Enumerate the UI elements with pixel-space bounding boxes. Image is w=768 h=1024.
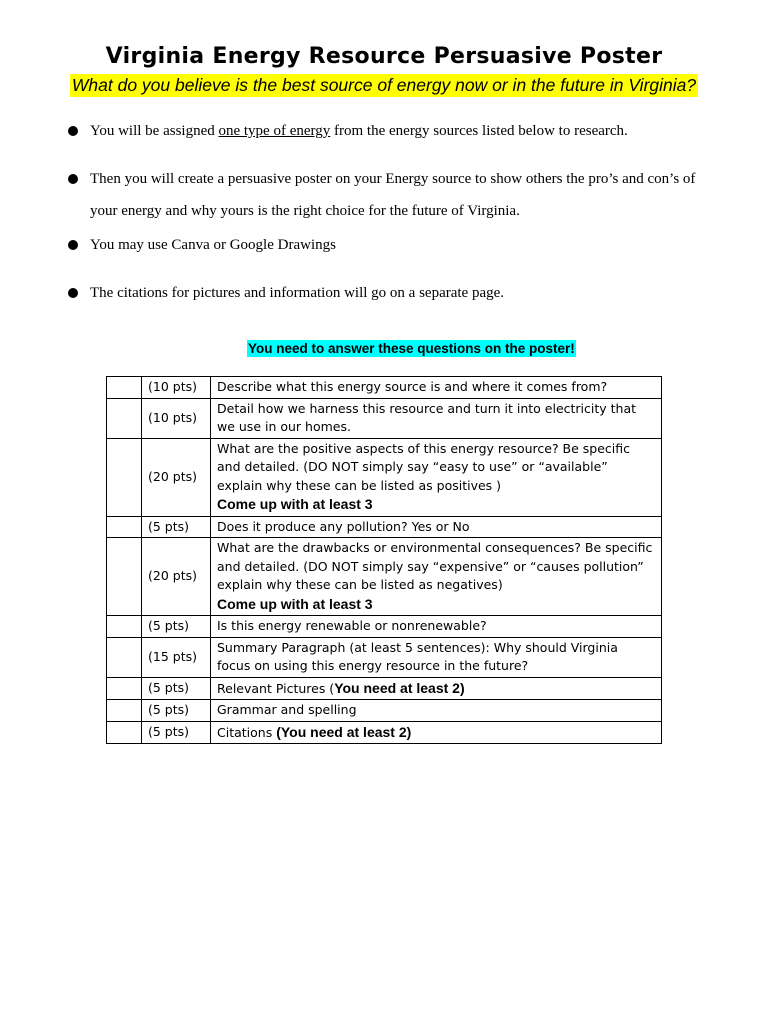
description-text: Is this energy renewable or nonrenewable? [217, 618, 487, 633]
description-cell [211, 616, 662, 638]
description-emphasis: You need at least 2) [334, 679, 465, 696]
description-cell [211, 721, 662, 744]
checkbox-cell [107, 677, 142, 700]
table-row [107, 721, 662, 744]
points-cell: (10 pts) [142, 377, 211, 399]
checkbox-cell [107, 377, 142, 399]
description-cell [211, 377, 662, 399]
description-emphasis: (You need at least 2) [276, 723, 412, 740]
bullet-icon [68, 126, 78, 136]
instruction-text: You may use Canva or Google Drawings [90, 237, 336, 253]
checkbox-cell [107, 637, 142, 677]
description-text: Grammar and spelling [217, 702, 357, 717]
table-row [107, 616, 662, 638]
checkbox-cell [107, 538, 142, 616]
points-cell: (5 pts) [142, 516, 211, 538]
points-cell: (5 pts) [142, 616, 211, 638]
table-row [107, 538, 662, 616]
description-text: Does it produce any pollution? Yes or No [217, 518, 470, 534]
description-cell [211, 438, 662, 516]
instruction-item [68, 115, 718, 147]
points-cell: (10 pts) [142, 398, 211, 438]
instruction-item [68, 163, 718, 227]
description-text: What are the drawbacks or environmental consequences? Be specific and detailed. (DO NOT simply say “expensive” or “causes pollution” explain why these can be listed as negatives) [217, 540, 653, 592]
bullet-icon [68, 174, 78, 184]
description-emphasis: Come up with at least 3 [217, 595, 373, 612]
table-row [107, 516, 662, 538]
description-cell [211, 398, 662, 438]
checkbox-cell [107, 438, 142, 516]
instructions-list [68, 115, 718, 309]
table-row [107, 700, 662, 722]
description-cell [211, 637, 662, 677]
checkbox-cell [107, 616, 142, 638]
instruction-text: The citations for pictures and information will go on a separate page. [90, 285, 505, 301]
bullet-icon [68, 240, 78, 250]
table-row [107, 398, 662, 438]
description-text: Detail how we harness this resource and turn it into electricity that we use in our homes. [217, 400, 637, 434]
checkbox-cell [107, 398, 142, 438]
description-text: Summary Paragraph (at least 5 sentences): Why should Virginia focus on using this energy resource in the future? [217, 639, 618, 673]
points-cell: (20 pts) [142, 538, 211, 616]
description-text: What are the positive aspects of this energy resource? Be specific and detailed. (DO NOT simply say “easy to use” or “available” explain why these can be listed as positives ) [217, 440, 631, 493]
table-row [107, 677, 662, 700]
description-cell [211, 677, 662, 700]
checkbox-cell [107, 721, 142, 744]
checkbox-cell [107, 700, 142, 722]
points-cell: (20 pts) [142, 438, 211, 516]
description-cell [211, 700, 662, 722]
subtitle-question: What do you believe is the best source of energy now or in the future in Virginia? [71, 75, 697, 95]
points-cell: (5 pts) [142, 721, 211, 744]
description-text: Citations [217, 724, 277, 740]
instruction-text: You will be assigned [90, 123, 219, 139]
instruction-underlined-text: one type of energy [218, 123, 331, 139]
description-text: Describe what this energy source is and where it comes from? [217, 379, 608, 394]
points-cell: (15 pts) [142, 637, 211, 677]
notice-banner: You need to answer these questions on the poster! [248, 341, 575, 356]
bullet-icon [68, 288, 78, 298]
subtitle-container [0, 74, 768, 97]
rubric-table [106, 376, 662, 744]
description-cell [211, 538, 662, 616]
instruction-item [68, 229, 718, 261]
instruction-item [68, 277, 718, 309]
notice-container [247, 338, 576, 357]
points-cell: (5 pts) [142, 677, 211, 700]
table-row [107, 377, 662, 399]
description-text: Relevant Pictures ( [217, 680, 335, 696]
points-cell: (5 pts) [142, 700, 211, 722]
instruction-text: Then you will create a persuasive poster on your Energy source to show others the pro’s and con’s of your energy and why yours is the right choice for the future of Virginia. [90, 171, 696, 219]
table-row [107, 438, 662, 516]
table-row [107, 637, 662, 677]
description-emphasis: Come up with at least 3 [217, 496, 373, 512]
page-title: Virginia Energy Resource Persuasive Poster [105, 44, 663, 69]
description-cell [211, 516, 662, 538]
checkbox-cell [107, 516, 142, 538]
instruction-text: from the energy sources listed below to research. [330, 123, 628, 139]
